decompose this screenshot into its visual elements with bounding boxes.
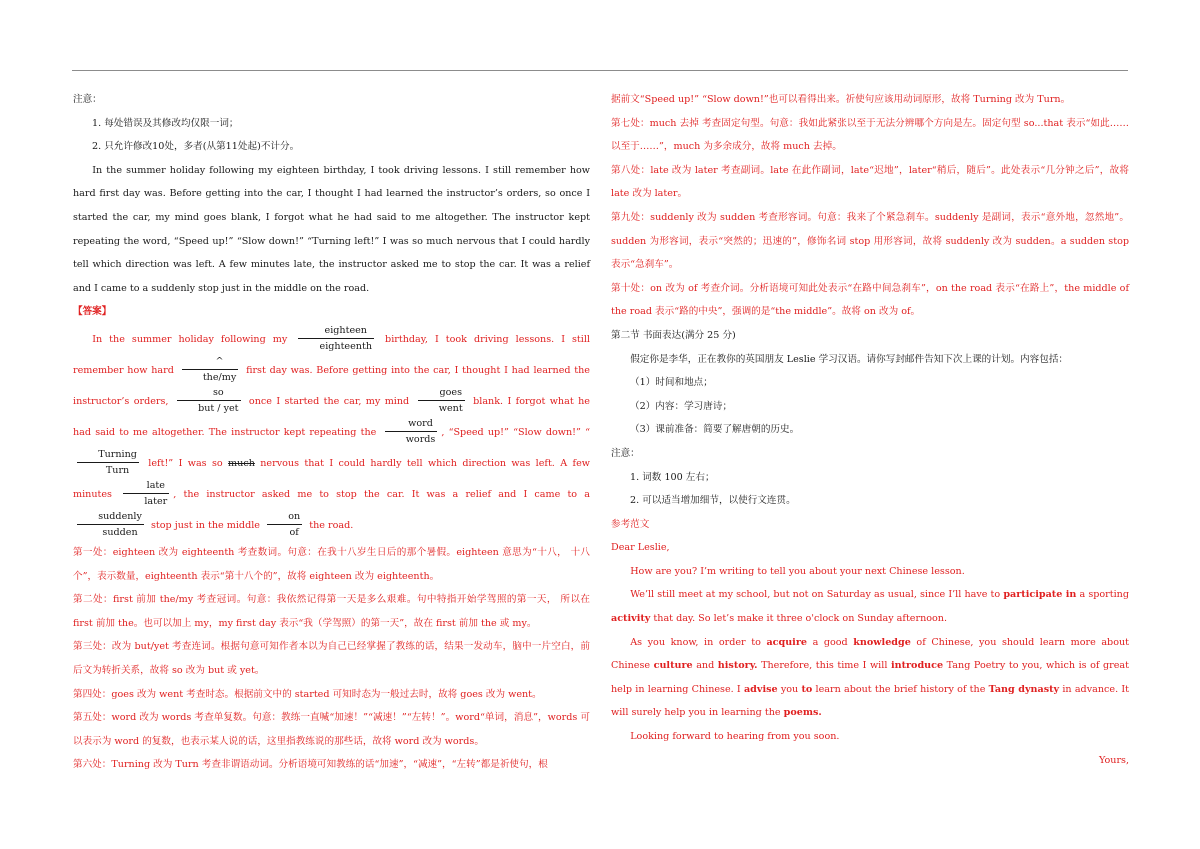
explanation-6: 第六处：Turning 改为 Turn 考查非谓语动词。分析语境可知教练的话“加速”，“减速”，“左转”都是祈使句，根	[73, 759, 548, 771]
right-column	[611, 88, 1129, 772]
salutation: Dear Leslie,	[611, 542, 670, 554]
left-column	[73, 88, 590, 777]
correction-mark: Turning Turn	[77, 448, 139, 478]
sample-p1: How are you? I’m writing to tell you about your next Chinese lesson.	[630, 565, 965, 577]
explanation-5: 第五处：word 改为 words 考查单复数。句意：教练一直喊“加速！”“减速！”“左转！”。word“单词，消息”，words 可以表示为 word 的复数，也表示某人说的话，这里指教练说的那些话，故将 word 改为 words。	[73, 712, 590, 747]
correction-mark: word words	[385, 417, 438, 447]
correction-mark: goes went	[418, 386, 465, 416]
prompt-point-1: （1）时间和地点；	[630, 377, 713, 389]
writing-prompt: 假定你是李华，正在教你的英国朋友 Leslie 学习汉语。请你写封邮件告知下次上课的计划。内容包括：	[630, 353, 1069, 365]
explanation-1: 第一处：eighteen 改为 eighteenth 考查数词。句意：在我十八岁生日后的那个暑假。eighteen 意思为“十八， 十八个”，表示数量，eighteenth 表示“第十八个的”，故将 eighteen 改为 eighteenth。	[73, 546, 590, 582]
passage: In the summer holiday following my eighteen birthday, I took driving lessons. I still remember how hard first day was. Before getting into the car, I thought I had learned the instructor’s orders, so once I started the car, my mind goes blank, I forgot what he had said to me altogether. The instructor kept repeating the word, “Speed up!” “Slow down!” “Turning left!” I was so much nervous that I could hardly tell which direction was left. A few minutes late, the instructor asked me to stop the car. It was a relief and I came to a suddenly stop just in the middle on the road.	[73, 164, 590, 294]
correction-mark: late later	[123, 479, 169, 509]
explanation-10: 第十处：on 改为 of 考查介词。分析语境可知此处表示“在路中间急刹车”，on the road 表示“在路上”，the middle of the road 表示“路的中央”，强调的是“the middle”。故将 on 改为 of。	[611, 282, 1129, 318]
explanation-8: 第八处：late 改为 later 考查副词。late 在此作副词，late“迟地”，later“稍后，随后”。此处表示“几分钟之后”，故将 late 改为 later。	[611, 164, 1129, 200]
note-title: 注意：	[73, 94, 102, 105]
sample-p4: Looking forward to hearing from you soon.	[630, 731, 840, 743]
section-title: 第二节 书面表达(满分 25 分)	[611, 329, 736, 341]
explanation-2: 第二处：first 前加 the/my 考查冠词。句意：我依然记得第一天是多么艰难。句中特指开始学驾照的第一天， 所以在 first 前加 the。也可以加上 my，my first day 表示“我（学驾照）的第一天”，故在 first 前加 the 或 my。	[73, 594, 590, 629]
note-title-2: 注意：	[611, 447, 640, 459]
deleted-word: much	[228, 457, 255, 469]
correction-mark: $\frac{on}{of}$	[267, 510, 302, 540]
rule-2: 2. 只允许修改10处，多者(从第11处起)不计分。	[92, 141, 300, 153]
correction-mark: eighteen eighteenth	[298, 324, 374, 354]
sample-p2: We’ll still meet at my school, but not on Saturday as usual, since I’ll have to participate in a sporting activity that day. So let’s make it three o'clock on Sunday afternoon.	[611, 589, 1130, 625]
rule-1: 1. 每处错误及其修改均仅限一词；	[92, 117, 239, 129]
explanation-6-cont: 据前文“Speed up!” “Slow down!”也可以看得出来。祈使句应该用动词原形，故将 Turning 改为 Turn。	[611, 94, 1071, 105]
sample-label: 参考范文	[611, 518, 650, 530]
corrected-passage: In the summer holiday following my eighteen eighteenth birthday, I took driving lessons. I still remember how hard ^ the/my first day was. Before getting into the car, I thought I had learned the instructor’s orders, so but / yet once I started the car, my mind goes went blank. I forgot what he had said to me altogether. The instructor kept repeating the word words , “Speed up!” “Slow down!” “ Turning Turn left!” I was so much nervous that I could hardly tell which direction was left. A few minutes late later , the instructor asked me to stop the car. It was a relief and I came to a suddenly sudden stop just in the middle $\frac{on}{of}$ the road.	[73, 325, 590, 539]
note-1: 1. 词数 100 左右；	[630, 471, 715, 483]
header-rule	[72, 70, 1128, 71]
explanation-7: 第七处：much 去掉 考查固定句型。句意：我如此紧张以至于无法分辨哪个方向是左。固定句型 so...that 表示“如此……以至于……”，much 为多余成分，故将 much 去掉。	[611, 117, 1129, 153]
correction-mark: suddenly sudden	[77, 510, 144, 540]
correction-mark: ^ the/my	[182, 355, 239, 385]
prompt-point-3: （3）课前准备：简要了解唐朝的历史。	[630, 424, 800, 436]
explanation-4: 第四处：goes 改为 went 考查时态。根据前文中的 started 可知时态为一般过去时，故将 goes 改为 went。	[73, 688, 542, 700]
prompt-point-2: （2）内容：学习唐诗；	[630, 400, 733, 412]
answer-label: 【答案】	[73, 306, 112, 318]
explanation-3: 第三处：改为 but/yet 考查连词。根据句意可知作者本以为自己已经掌握了教练的话，结果一发动车，脑中一片空白，前后文为转折关系，故将 so 改为 but 或 yet。	[73, 641, 590, 676]
sample-p3: As you know, in order to acquire a good knowledge of Chinese, you should learn more about Chinese culture and history. Therefore, this time I will introduce Tang Poetry to you, which is of great help in learning Chinese. I advise you to learn about the brief history of the Tang dynasty in advance. It will surely help you in learning the poems.	[611, 636, 1130, 719]
explanation-9: 第九处：suddenly 改为 sudden 考查形容词。句意：我来了个紧急刹车。suddenly 是副词，表示“意外地，忽然地”。sudden 为形容词，表示“突然的；迅速的”，修饰名词 stop 用形容词，故将 suddenly 改为 sudden。a sudden stop 表示“急刹车”。	[611, 211, 1129, 271]
closing: Yours,	[1098, 754, 1129, 766]
correction-mark: so but / yet	[177, 386, 241, 416]
note-2: 2. 可以适当增加细节，以使行文连贯。	[630, 495, 796, 507]
